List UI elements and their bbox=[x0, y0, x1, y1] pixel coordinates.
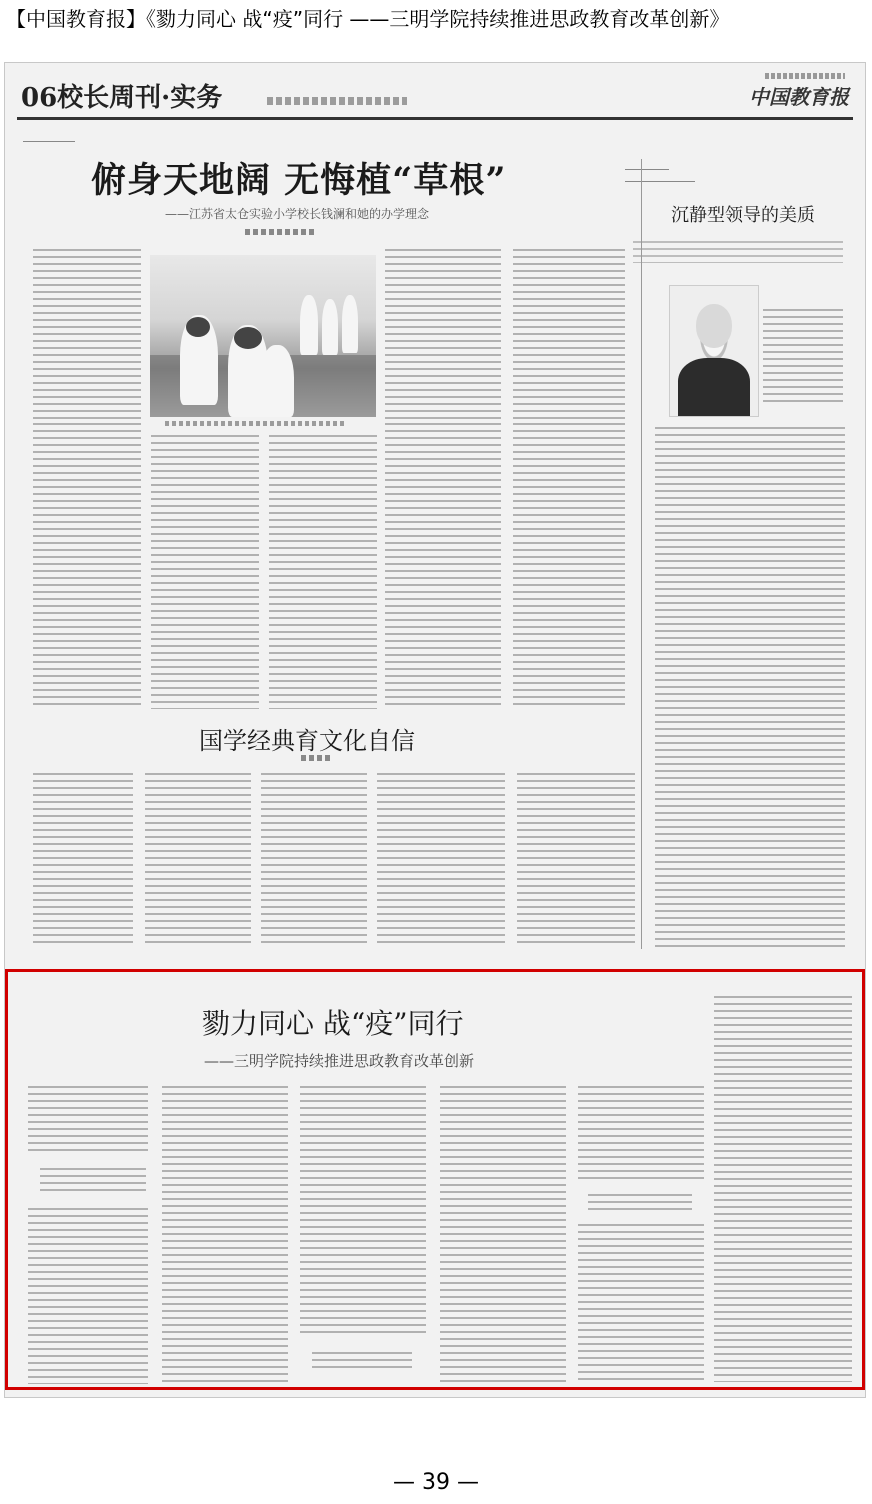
newspaper-logo: 中国教育报 bbox=[749, 85, 849, 109]
second-story-col-3 bbox=[261, 773, 367, 947]
second-story-col-2 bbox=[145, 773, 251, 947]
photo-caption bbox=[165, 421, 345, 426]
main-subheadline: ——江苏省太仓实验小学校长钱澜和她的办学理念 bbox=[165, 207, 430, 221]
sidebar-intro bbox=[633, 241, 843, 263]
featured-subhead-3 bbox=[588, 1194, 692, 1212]
section-title: 06校长周刊·实务 bbox=[21, 83, 223, 113]
newspaper-masthead bbox=[17, 75, 853, 120]
page-number: — 39 — bbox=[393, 1470, 479, 1495]
main-story-col-3 bbox=[269, 435, 377, 709]
main-story-col-1b bbox=[33, 423, 141, 709]
main-story-col-2 bbox=[151, 435, 259, 709]
featured-col-right bbox=[714, 996, 852, 1382]
featured-subhead-1 bbox=[40, 1168, 146, 1194]
second-story-col-5 bbox=[517, 773, 635, 947]
second-story-col-1 bbox=[33, 773, 133, 947]
featured-article-box bbox=[5, 969, 865, 1390]
sidebar-body-text bbox=[655, 427, 845, 947]
featured-subhead-2 bbox=[312, 1352, 412, 1370]
document-title: 【中国教育报】《勠力同心 战“疫”同行 ——三明学院持续推进思政教育改革创新》 bbox=[6, 7, 730, 31]
featured-col-3 bbox=[300, 1086, 426, 1338]
featured-col-2 bbox=[162, 1086, 288, 1384]
masthead-meta bbox=[267, 97, 407, 105]
main-headline: 俯身天地阔 无悔植“草根” bbox=[91, 160, 507, 201]
principal-portrait bbox=[669, 285, 759, 417]
main-story-col-5 bbox=[513, 249, 625, 419]
featured-subheadline: ——三明学院持续推进思政教育改革创新 bbox=[204, 1052, 475, 1070]
second-story-col-4 bbox=[377, 773, 505, 947]
sidebar-tag-2 bbox=[625, 173, 695, 182]
column-tag bbox=[23, 131, 75, 142]
sidebar-headline: 沉静型领导的美质 bbox=[671, 205, 815, 226]
featured-col-5a bbox=[578, 1086, 704, 1184]
main-story-col-1 bbox=[33, 249, 141, 419]
featured-col-5b bbox=[578, 1224, 704, 1384]
masthead-date bbox=[765, 73, 845, 79]
featured-col-1 bbox=[28, 1208, 148, 1384]
sidebar-tag bbox=[625, 159, 669, 170]
main-story-col-4 bbox=[385, 249, 501, 419]
featured-col-4 bbox=[440, 1086, 566, 1384]
second-headline: 国学经典育文化自信 bbox=[199, 727, 415, 755]
students-photo bbox=[150, 255, 376, 417]
portrait-caption-text bbox=[763, 309, 843, 405]
main-story-col-4b bbox=[385, 423, 501, 709]
column-divider bbox=[641, 159, 642, 949]
newspaper-scan bbox=[4, 62, 866, 1398]
main-story-col-5b bbox=[513, 423, 625, 709]
main-byline bbox=[245, 229, 315, 235]
featured-headline: 勠力同心 战“疫”同行 bbox=[202, 1007, 464, 1040]
second-byline bbox=[301, 755, 331, 761]
featured-lede bbox=[28, 1086, 148, 1152]
